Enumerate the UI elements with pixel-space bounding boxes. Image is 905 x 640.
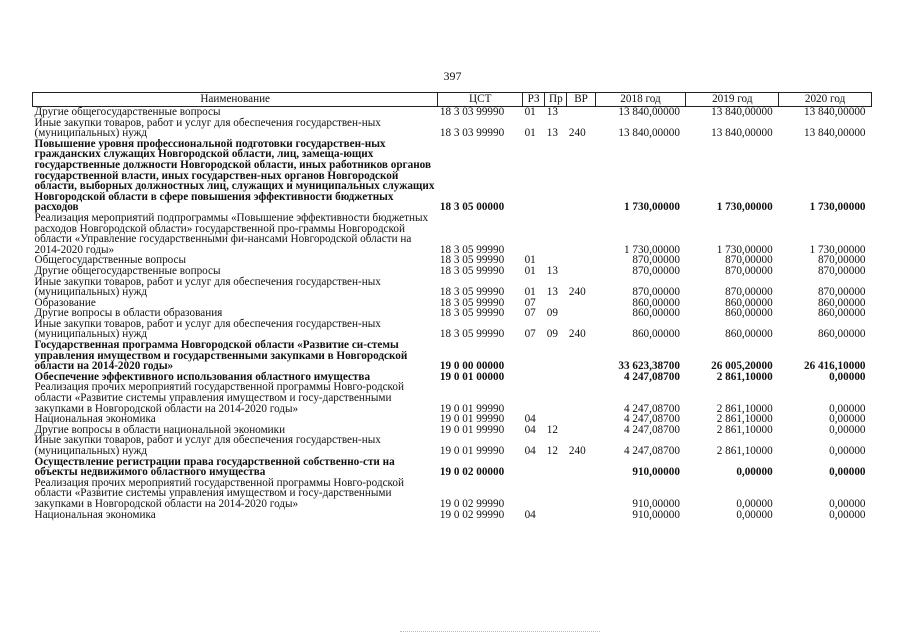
row-2019: 26 005,20000 [711, 360, 773, 373]
row-name: Государственная программа Новгородской области «Развитие си-стемы управления имуществом и государственными закупками в Новгородской области на 2014-2020 годы» [34, 339, 408, 373]
row-2018: 4 247,08700 [623, 445, 680, 457]
row-2018: 4 247,08700 [623, 423, 680, 436]
row-name: Общегосударственные вопросы [34, 254, 187, 267]
table-row [33, 457, 872, 478]
row-rz: 01 [524, 286, 536, 299]
table-row [33, 213, 872, 255]
row-rz: 01 [524, 264, 536, 277]
row-2019: 1 730,00000 [716, 201, 773, 214]
row-rz: 04 [524, 445, 536, 457]
row-name: Реализация мероприятий подпрограммы «Повышение эффективности бюджетных расходов Новгородской области» государственной про-граммы Новгородской области «Управление государственными фи-нансами Новгородской области на 2014-2020 годы» [34, 211, 429, 256]
row-name: Иные закупки товаров, работ и услуг для обеспечения государствен-ных (муниципальных) нужд [34, 317, 381, 341]
header-2018: 2018 год [595, 93, 686, 107]
row-cst: 19 0 01 99990 [439, 413, 505, 426]
row-2020: 860,00000 [817, 328, 866, 341]
table-row [33, 435, 872, 456]
row-vr [567, 139, 595, 213]
row-pr: 12 [546, 423, 558, 436]
row-2020: 0,00000 [829, 497, 866, 510]
table-row [33, 478, 872, 510]
row-2019: 870,00000 [725, 254, 773, 267]
row-cst: 18 3 05 99990 [439, 307, 505, 320]
row-name: Другие общегосударственные вопросы [34, 106, 221, 118]
row-cst: 19 0 01 00000 [439, 370, 505, 383]
row-2020: 870,00000 [817, 254, 866, 267]
row-rz: 04 [524, 423, 536, 436]
row-cst: 18 3 03 99990 [439, 106, 505, 118]
row-2020: 13 840,00000 [803, 106, 866, 118]
row-2018: 870,00000 [632, 264, 680, 277]
row-rz [523, 372, 545, 383]
row-rz: 01 [524, 127, 536, 140]
header-cst: ЦСТ [438, 93, 523, 107]
row-vr [567, 255, 595, 266]
header-rz: РЗ [523, 93, 545, 107]
row-pr [545, 510, 567, 521]
row-name: Образование [34, 296, 96, 309]
row-2020: 0,00000 [829, 466, 866, 479]
row-2020: 870,00000 [817, 264, 866, 277]
row-cst: 18 3 05 99990 [439, 264, 505, 277]
row-pr [545, 213, 567, 255]
row-vr [567, 478, 595, 510]
row-2018: 13 840,00000 [618, 127, 680, 140]
table-row [33, 382, 872, 414]
row-2018: 910,00000 [632, 508, 680, 521]
row-vr: 240 [568, 328, 586, 341]
row-2020: 1 730,00000 [809, 243, 866, 256]
row-name: Другие общегосударственные вопросы [34, 264, 221, 277]
row-rz [523, 139, 545, 213]
row-pr [545, 340, 567, 372]
row-name: Осуществление регистрации права государственной собственно-сти на объекты недвижимого областного имущества [34, 455, 395, 479]
header-vr: ВР [567, 93, 595, 107]
row-cst: 19 0 02 99990 [439, 508, 505, 521]
row-name: Национальная экономика [34, 413, 156, 426]
row-2019: 860,00000 [725, 328, 773, 341]
row-2019: 0,00000 [736, 508, 773, 521]
row-2020: 26 416,10000 [803, 360, 866, 373]
budget-table [32, 92, 872, 520]
row-pr: 13 [546, 106, 558, 118]
row-2020: 0,00000 [829, 413, 866, 426]
row-rz [523, 213, 545, 255]
row-2020: 0,00000 [829, 370, 866, 383]
row-2019: 1 730,00000 [716, 243, 773, 256]
row-rz: 04 [524, 508, 536, 521]
row-vr [567, 266, 595, 277]
row-pr [545, 372, 567, 383]
table-row [33, 139, 872, 213]
table-row [33, 319, 872, 340]
row-cst: 18 3 05 99990 [439, 296, 505, 309]
row-vr [567, 372, 595, 383]
row-vr [567, 457, 595, 478]
row-2019: 0,00000 [736, 466, 773, 479]
row-cst: 19 0 02 00000 [439, 466, 505, 479]
row-2019: 2 861,10000 [716, 413, 773, 426]
row-2018: 870,00000 [632, 254, 680, 267]
row-2019: 2 861,10000 [716, 402, 773, 415]
row-2019: 860,00000 [725, 296, 773, 309]
row-rz: 04 [524, 413, 536, 426]
page-number: 397 [443, 69, 462, 83]
footer-mark [400, 631, 600, 636]
row-vr [567, 510, 595, 521]
row-2019: 13 840,00000 [711, 127, 773, 140]
row-pr: 09 [546, 307, 558, 320]
row-name: Иные закупки товаров, работ и услуг для обеспечения государствен-ных (муниципальных) нужд [34, 434, 381, 457]
row-rz: 07 [524, 307, 536, 320]
row-pr [545, 139, 567, 213]
table-header-row [33, 93, 872, 107]
row-cst: 18 3 05 00000 [439, 201, 505, 214]
row-rz: 01 [524, 254, 536, 267]
row-vr [567, 382, 595, 414]
row-rz [523, 457, 545, 478]
row-2020: 0,00000 [829, 402, 866, 415]
table-row [33, 340, 872, 372]
row-cst: 19 0 01 99990 [439, 402, 505, 415]
row-pr: 09 [546, 328, 558, 341]
row-rz [523, 382, 545, 414]
row-cst: 18 3 05 99990 [439, 328, 505, 341]
row-2018: 4 247,08700 [623, 402, 680, 415]
row-cst: 19 0 00 00000 [439, 360, 505, 373]
row-vr [567, 425, 595, 436]
row-2018: 4 247,08700 [623, 413, 680, 426]
row-pr: 13 [546, 286, 558, 299]
row-pr [545, 478, 567, 510]
row-2020: 13 840,00000 [803, 127, 866, 140]
row-2019: 13 840,00000 [711, 106, 773, 118]
row-pr [545, 382, 567, 414]
row-pr [545, 457, 567, 478]
row-2018: 4 247,08700 [623, 370, 680, 383]
row-2019: 2 861,10000 [716, 423, 773, 436]
row-2019: 870,00000 [725, 286, 773, 299]
row-2018: 13 840,00000 [618, 106, 680, 118]
row-name: Другие вопросы в области национальной экономики [34, 423, 286, 436]
row-cst: 19 0 02 99990 [439, 497, 505, 510]
row-rz [523, 340, 545, 372]
row-pr: 13 [546, 264, 558, 277]
row-name: Повышение уровня профессиональной подготовки государствен-ных гражданских служащих Новгородской области, лиц, замеща-ющих государственные должности Новгородской области, иных работников органов государственной власти, иных государствен-ных органов Новгородской области, выборных должностных лиц, служащих и муниципальных служащих Новгородской области в сфере повышения эффективности бюджетных расходов [34, 137, 435, 214]
row-vr: 240 [568, 445, 586, 457]
row-vr [567, 298, 595, 309]
row-name: Иные закупки товаров, работ и услуг для обеспечения государствен-ных (муниципальных) нужд [34, 275, 381, 299]
table-row [33, 510, 872, 521]
row-name: Обеспечение эффективного использования областного имущества [34, 370, 371, 383]
row-vr [567, 340, 595, 372]
header-name: Наименование [33, 93, 438, 107]
row-vr: 240 [568, 127, 586, 140]
row-2018: 870,00000 [632, 286, 680, 299]
row-2020: 0,00000 [829, 423, 866, 436]
row-cst: 18 3 05 99990 [439, 243, 505, 256]
row-name: Реализация прочих мероприятий государственной программы Новго-родской области «Развитие системы управления имуществом и госу-дарственными закупками в Новгородской области на 2014-2020 годы» [34, 476, 404, 510]
row-cst: 19 0 01 99990 [439, 445, 505, 457]
row-vr [567, 308, 595, 319]
row-rz: 01 [524, 106, 536, 118]
row-rz: 07 [524, 328, 536, 341]
row-name: Национальная экономика [34, 508, 156, 521]
row-rz: 07 [524, 296, 536, 309]
row-2019: 2 861,10000 [716, 370, 773, 383]
table-row [33, 266, 872, 277]
row-pr: 12 [546, 445, 558, 457]
row-2018: 910,00000 [632, 466, 680, 479]
row-2020: 0,00000 [829, 445, 866, 457]
row-cst: 18 3 05 99990 [439, 254, 505, 267]
row-name: Иные закупки товаров, работ и услуг для обеспечения государствен-ных (муниципальных) нужд [34, 116, 381, 140]
header-pr: Пр [545, 93, 567, 107]
row-2018: 1 730,00000 [623, 201, 680, 214]
row-2018: 33 623,38700 [618, 360, 680, 373]
row-pr: 13 [546, 127, 558, 140]
header-2020: 2020 год [779, 93, 872, 107]
row-vr [567, 213, 595, 255]
row-2020: 870,00000 [817, 286, 866, 299]
row-2020: 860,00000 [817, 307, 866, 320]
row-2020: 0,00000 [829, 508, 866, 521]
row-cst: 19 0 01 99990 [439, 423, 505, 436]
table-row [33, 107, 872, 118]
header-2019: 2019 год [686, 93, 779, 107]
row-vr [567, 414, 595, 425]
row-cst: 18 3 03 99990 [439, 127, 505, 140]
table-row [33, 277, 872, 298]
row-2019: 2 861,10000 [716, 445, 773, 457]
row-name: Другие вопросы в области образования [34, 307, 223, 320]
row-2018: 860,00000 [632, 296, 680, 309]
row-2018: 910,00000 [632, 497, 680, 510]
row-2019: 870,00000 [725, 264, 773, 277]
row-2018: 860,00000 [632, 307, 680, 320]
row-2019: 0,00000 [736, 497, 773, 510]
row-vr: 240 [568, 286, 586, 299]
row-2018: 1 730,00000 [623, 243, 680, 256]
table-row [33, 118, 872, 139]
row-2020: 1 730,00000 [809, 201, 866, 214]
row-rz [523, 478, 545, 510]
row-cst: 18 3 05 99990 [439, 286, 505, 299]
row-vr [567, 107, 595, 118]
row-name: Реализация прочих мероприятий государственной программы Новго-родской области «Развитие системы управления имуществом и госу-дарственными закупками в Новгородской области на 2014-2020 годы» [34, 381, 404, 415]
row-2019: 860,00000 [725, 307, 773, 320]
row-2020: 860,00000 [817, 296, 866, 309]
row-2018: 860,00000 [632, 328, 680, 341]
